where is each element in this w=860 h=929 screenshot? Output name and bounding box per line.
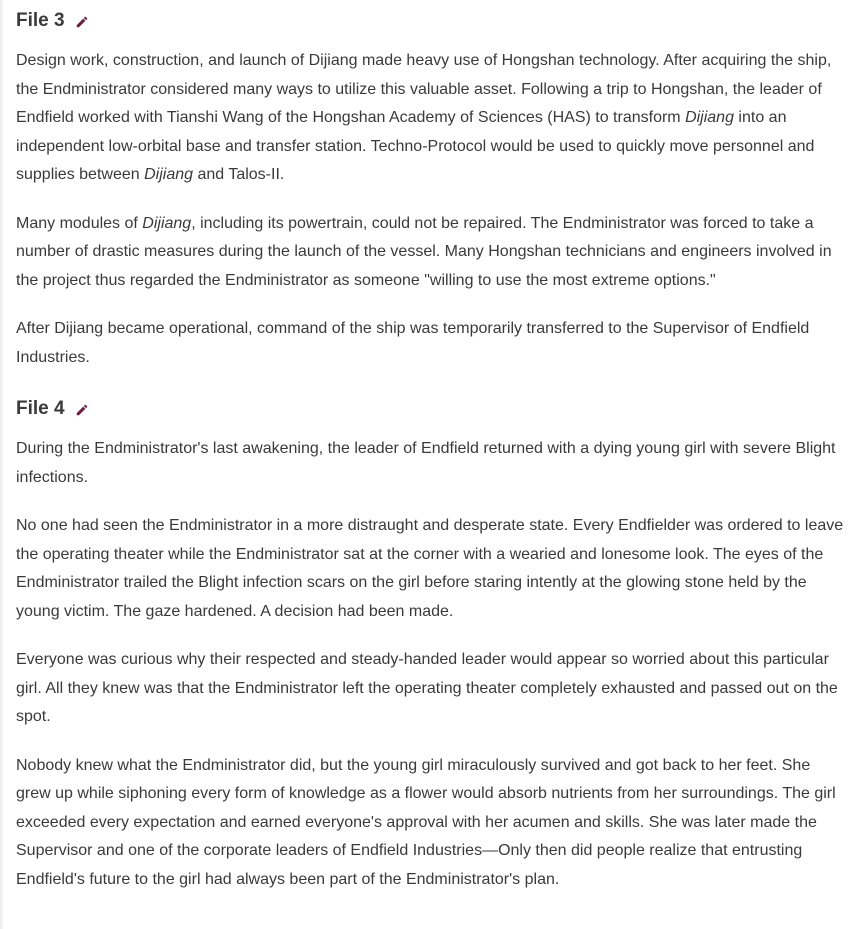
page-edge-shadow <box>0 0 3 929</box>
text-run: Everyone was curious why their respected and steady-handed leader would appear so worried about this particular girl. All they knew was that the Endministrator left the operating theater completely exhausted and passed out on the spot. <box>16 651 838 725</box>
section-heading <box>16 8 846 34</box>
section-heading-text: File 3 <box>16 10 65 31</box>
section-heading <box>16 396 846 422</box>
text-run: After Dijiang became operational, command of the ship was temporarily transferred to the Supervisor of Endfield Industries. <box>16 320 810 366</box>
pencil-edit-icon[interactable] <box>75 15 89 29</box>
text-run: and Talos-II. <box>193 166 285 183</box>
paragraph <box>16 512 844 626</box>
file-section <box>16 8 846 372</box>
italic-text-run: Dijiang <box>144 166 194 183</box>
pencil-edit-icon[interactable] <box>75 403 89 417</box>
section-heading-text: File 4 <box>16 398 65 419</box>
italic-text-run: Dijiang <box>685 109 734 126</box>
text-run: into an independent low-orbital base and transfer station. Techno-Protocol would be used to quickly move personnel and supplies between <box>16 109 815 183</box>
paragraph <box>16 210 844 296</box>
paragraph <box>16 47 844 190</box>
paragraph <box>16 315 844 372</box>
text-run: No one had seen the Endministrator in a more distraught and desperate state. Every Endfielder was ordered to leave the operating theater while the Endministrator sat at the corner with a wearied and lonesome look. The eyes of the Endministrator trailed the Blight infection scars on the girl before staring intently at the glowing stone held by the young victim. The gaze hardened. A decision had been made. <box>16 517 844 620</box>
file-sections-container <box>16 8 846 894</box>
text-run: , including its powertrain, could not be repaired. The Endministrator was forced to take a number of drastic measures during the launch of the vessel. Many Hongshan technicians and engineers involved in the project thus regarded the Endministrator as someone "willing to use the most extreme options." <box>16 214 832 289</box>
text-run: During the Endministrator's last awakening, the leader of Endfield returned with a dying young girl with severe Blight infections. <box>16 440 836 486</box>
text-run: Many modules of <box>16 214 143 232</box>
italic-text-run: Dijiang <box>142 214 192 232</box>
text-run: Nobody knew what the Endministrator did, but the young girl miraculously survived and got back to her feet. She grew up while siphoning every form of knowledge as a flower would absorb nutrients from her surroundings. The girl exceeded every expectation and earned everyone's approval with her acumen and skills. She was later made the Supervisor and one of the corporate leaders of Endfield Industries—Only then did people realize that entrusting Endfield's future to the girl had always been part of the Endministrator's plan. <box>16 756 836 888</box>
paragraph <box>16 752 844 895</box>
file-section <box>16 396 846 894</box>
paragraph <box>16 435 844 492</box>
paragraph <box>16 646 844 732</box>
text-run: Design work, construction, and launch of Dijiang made heavy use of Hongshan technology. After acquiring the ship, the Endministrator considered many ways to utilize this valuable asset. Following a trip to Hongshan, the leader of Endfield worked with Tianshi Wang of the Hongshan Academy of Sciences (HAS) to transform <box>16 52 832 126</box>
